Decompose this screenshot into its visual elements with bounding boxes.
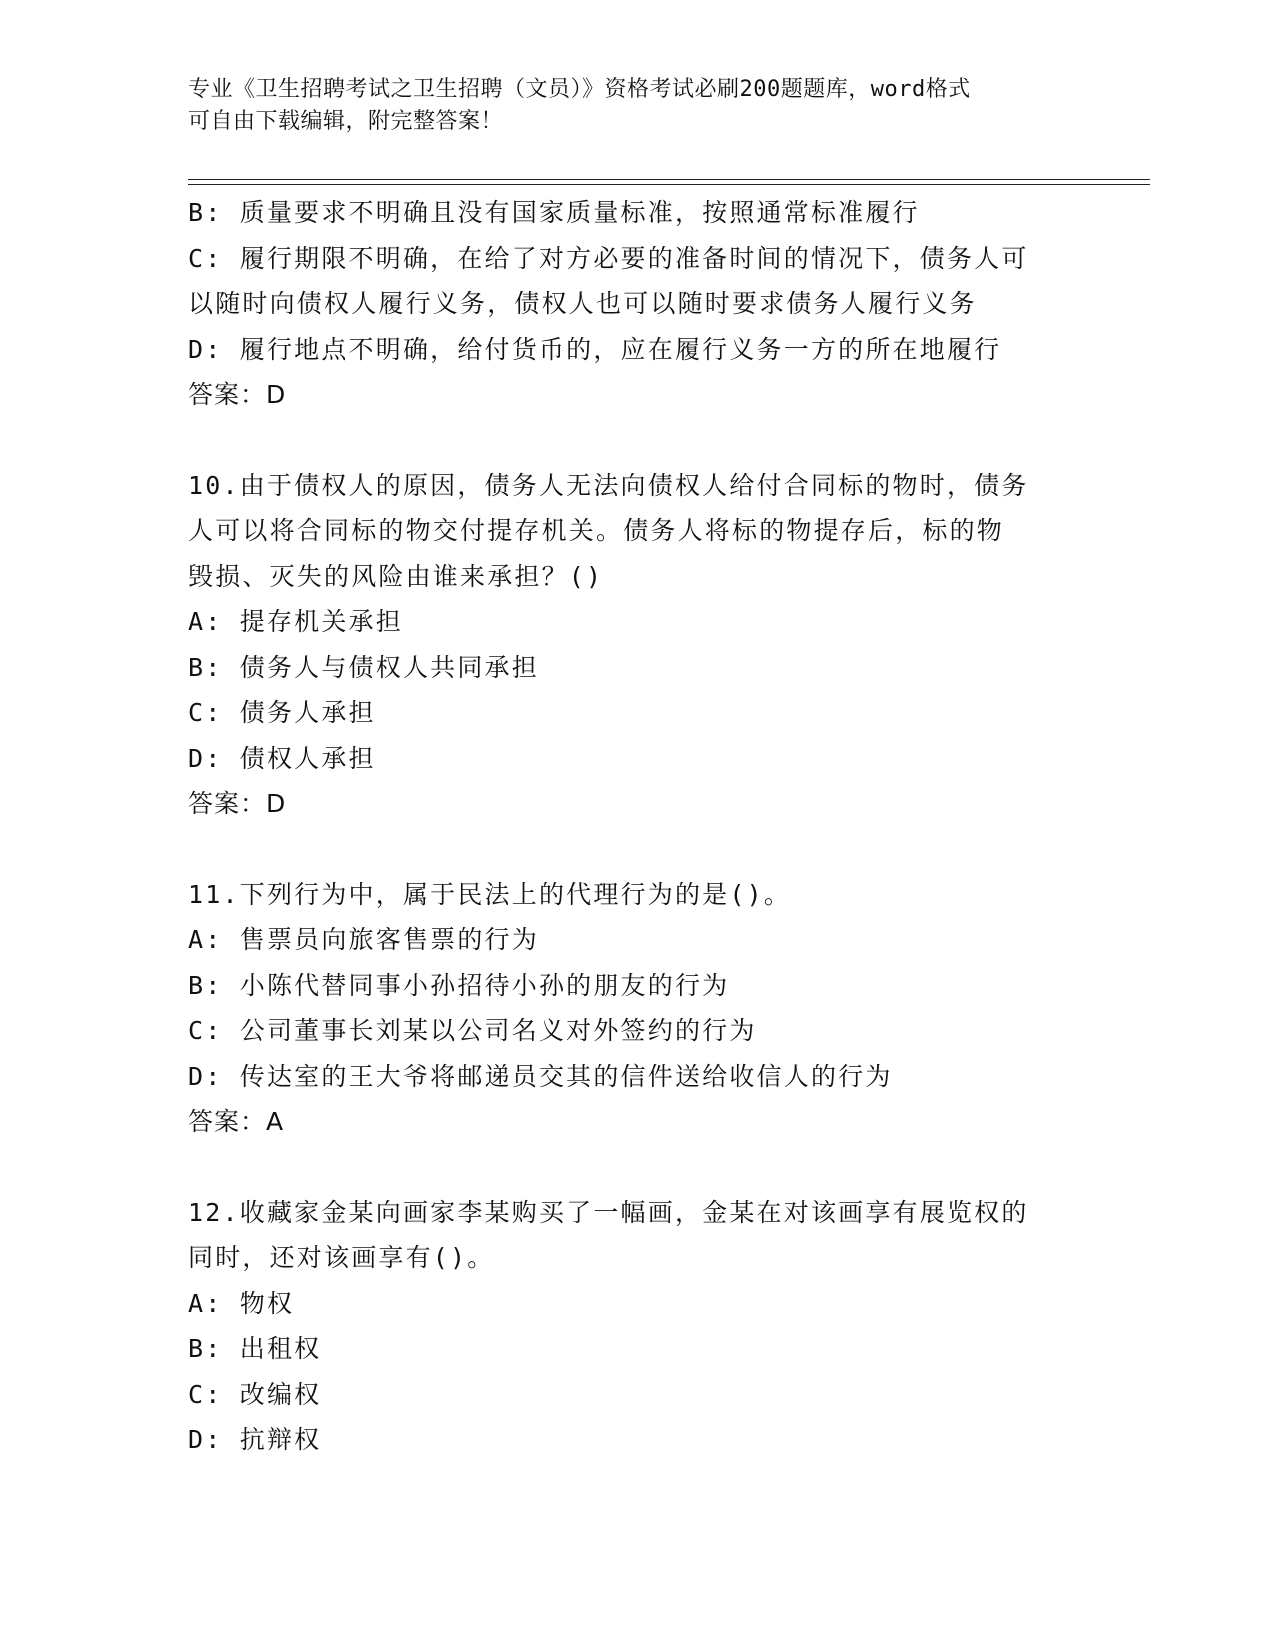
option-a: A: 提存机关承担 xyxy=(188,607,403,636)
option-d: D: 传达室的王大爷将邮递员交其的信件送给收信人的行为 xyxy=(188,1061,893,1091)
option-c: C: 公司董事长刘某以公司名义对外签约的行为 xyxy=(188,1016,757,1045)
option-b: B: 出租权 xyxy=(188,1334,322,1363)
header-divider-top xyxy=(188,179,1150,180)
question-stem: 12.收藏家金某向画家李某购买了一幅画，金某在对该画享有展览权的 xyxy=(188,1197,1029,1227)
question-9-continued xyxy=(188,190,1088,418)
option-a: A: 售票员向旅客售票的行为 xyxy=(188,925,539,954)
question-stem: 同时，还对该画享有()。 xyxy=(188,1243,495,1272)
answer-line: 答案：A xyxy=(188,1107,285,1136)
header-divider-bottom xyxy=(188,184,1150,185)
question-stem: 人可以将合同标的物交付提存机关。债务人将标的物提存后，标的物 xyxy=(188,516,1005,545)
option-d: D: 履行地点不明确，给付货币的，应在履行义务一方的所在地履行 xyxy=(188,334,1002,364)
question-stem: 毁损、灭失的风险由谁来承担？() xyxy=(188,561,604,591)
question-stem: 10.由于债权人的原因，债务人无法向债权人给付合同标的物时，债务 xyxy=(188,470,1029,500)
option-c: C: 债务人承担 xyxy=(188,698,376,727)
question-list xyxy=(188,190,1088,1463)
option-c: C: 履行期限不明确，在给了对方必要的准备时间的情况下，债务人可 xyxy=(188,243,1029,273)
option-d: D: 抗辩权 xyxy=(188,1425,322,1454)
question-11 xyxy=(188,872,1088,1145)
option-c-continued: 以随时向债权人履行义务，债权人也可以随时要求债务人履行义务 xyxy=(188,289,977,318)
option-b: B: 小陈代替同事小孙招待小孙的朋友的行为 xyxy=(188,970,730,1000)
header-title-line-1: 专业《卫生招聘考试之卫生招聘（文员）》资格考试必刷200题题库，word格式 xyxy=(188,77,971,102)
question-12 xyxy=(188,1190,1088,1463)
option-b: B: 质量要求不明确且没有国家质量标准，按照通常标准履行 xyxy=(188,198,920,227)
option-b: B: 债务人与债权人共同承担 xyxy=(188,652,539,682)
answer-line: 答案：D xyxy=(188,789,287,818)
option-c: C: 改编权 xyxy=(188,1379,322,1409)
document-header xyxy=(188,74,1088,138)
question-stem: 11.下列行为中，属于民法上的代理行为的是()。 xyxy=(188,879,792,909)
header-title-line-2: 可自由下载编辑，附完整答案！ xyxy=(188,109,504,134)
option-a: A: 物权 xyxy=(188,1288,295,1318)
question-10 xyxy=(188,463,1088,827)
option-d: D: 债权人承担 xyxy=(188,743,376,773)
answer-line: 答案：D xyxy=(188,380,287,409)
